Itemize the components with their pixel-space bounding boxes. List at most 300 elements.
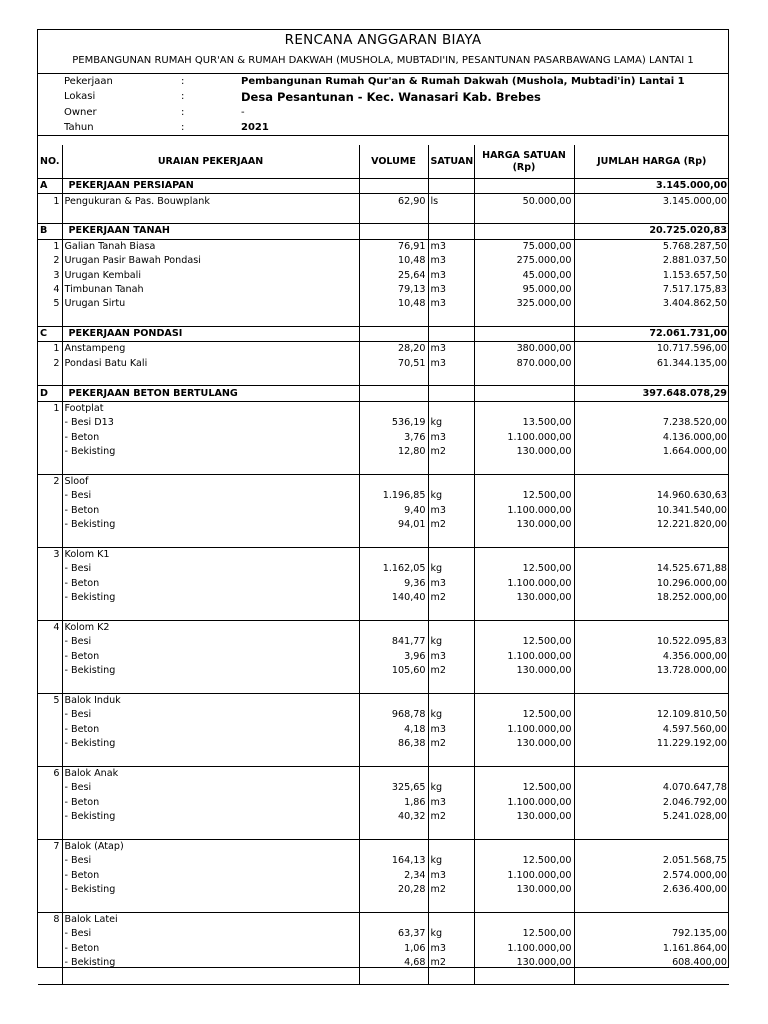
- table-body: [38, 179, 729, 985]
- cell-jumlah: 12.221.820,00: [574, 518, 729, 532]
- cell-jumlah: 18.252.000,00: [574, 591, 729, 605]
- cell-uraian: PEKERJAAN PERSIAPAN: [62, 179, 359, 194]
- table-row: [38, 194, 729, 209]
- cell-jumlah: [574, 209, 729, 224]
- cell-harga-satuan: 130.000,00: [474, 445, 574, 459]
- divider: [38, 135, 728, 136]
- cell-no: [38, 810, 62, 824]
- cell-satuan: [428, 474, 474, 489]
- cell-uraian: [62, 751, 359, 766]
- cell-jumlah: [574, 547, 729, 562]
- blank-row: [38, 678, 729, 693]
- cell-uraian: PEKERJAAN TANAH: [62, 224, 359, 239]
- cell-satuan: [428, 547, 474, 562]
- cell-harga-satuan: 130.000,00: [474, 883, 574, 897]
- cell-uraian: - Beton: [62, 795, 359, 809]
- cell-no: [38, 708, 62, 722]
- cell-no: [38, 518, 62, 532]
- cell-uraian: [62, 209, 359, 224]
- cell-harga-satuan: 12.500,00: [474, 562, 574, 576]
- cell-uraian: Pondasi Batu Kali: [62, 357, 359, 371]
- table-row: [38, 283, 729, 297]
- cell-harga-satuan: [474, 970, 574, 985]
- cell-no: [38, 532, 62, 547]
- document-subtitle: PEMBANGUNAN RUMAH QUR'AN & RUMAH DAKWAH (MUSHOLA, MUBTADI'IN, PESANTUNAN PASARBAWANG LAMA) LANTAI 1: [72, 55, 694, 66]
- cell-volume: 2,34: [359, 868, 428, 882]
- info-label: Tahun: [64, 122, 94, 133]
- cell-no: [38, 371, 62, 386]
- table-row: [38, 401, 729, 416]
- cell-volume: 1.162,05: [359, 562, 428, 576]
- cell-satuan: [428, 224, 474, 239]
- cell-harga-satuan: 1.100.000,00: [474, 577, 574, 591]
- cell-satuan: m2: [428, 445, 474, 459]
- cell-harga-satuan: [474, 209, 574, 224]
- cell-no: [38, 970, 62, 985]
- cell-jumlah: 3.404.862,50: [574, 297, 729, 311]
- cell-no: 1: [53, 403, 60, 415]
- info-value: Pembangunan Rumah Qur'an & Rumah Dakwah (Mushola, Mubtadi'in) Lantai 1: [241, 76, 685, 87]
- cell-harga-satuan: [474, 326, 574, 341]
- cell-volume: [359, 312, 428, 327]
- cell-jumlah: 14.525.671,88: [574, 562, 729, 576]
- cell-uraian: [62, 371, 359, 386]
- cell-volume: 20,28: [359, 883, 428, 897]
- cell-no: B: [38, 224, 62, 239]
- cell-no: [38, 868, 62, 882]
- cell-volume: [359, 326, 428, 341]
- cell-harga-satuan: 75.000,00: [474, 239, 574, 254]
- cell-uraian: Footplat: [62, 401, 359, 416]
- cell-uraian: - Bekisting: [62, 518, 359, 532]
- cell-satuan: m3: [428, 254, 474, 268]
- cell-volume: 1,86: [359, 795, 428, 809]
- cell-harga-satuan: 1.100.000,00: [474, 795, 574, 809]
- cell-volume: 164,13: [359, 854, 428, 868]
- cell-jumlah: 4.136.000,00: [574, 431, 729, 445]
- cell-harga-satuan: 1.100.000,00: [474, 504, 574, 518]
- cell-harga-satuan: 130.000,00: [474, 518, 574, 532]
- cell-satuan: [428, 326, 474, 341]
- table-row: [38, 693, 729, 708]
- cell-uraian: - Bekisting: [62, 591, 359, 605]
- cell-harga-satuan: [474, 897, 574, 912]
- cell-jumlah: [574, 912, 729, 927]
- cell-harga-satuan: 130.000,00: [474, 664, 574, 678]
- info-label: Owner: [64, 107, 97, 118]
- cell-satuan: m3: [428, 297, 474, 311]
- table-row: [38, 489, 729, 503]
- cell-no: [38, 445, 62, 459]
- cell-satuan: kg: [428, 854, 474, 868]
- cell-jumlah: 5.241.028,00: [574, 810, 729, 824]
- cell-harga-satuan: [474, 751, 574, 766]
- table-row: [38, 474, 729, 489]
- cell-satuan: [428, 751, 474, 766]
- cell-jumlah: 3.145.000,00: [574, 194, 729, 209]
- table-row: [38, 431, 729, 445]
- cell-jumlah: [574, 766, 729, 781]
- cell-jumlah: [574, 620, 729, 635]
- cell-satuan: m3: [428, 504, 474, 518]
- rab-sheet: [37, 29, 729, 968]
- cell-satuan: [428, 766, 474, 781]
- cell-volume: [359, 751, 428, 766]
- cell-no: [38, 650, 62, 664]
- cell-satuan: [428, 371, 474, 386]
- cell-uraian: Pengukuran & Pas. Bouwplank: [62, 194, 359, 209]
- cell-harga-satuan: [474, 912, 574, 927]
- cell-jumlah: 61.344.135,00: [574, 357, 729, 371]
- cell-satuan: kg: [428, 635, 474, 649]
- cell-uraian: - Besi: [62, 781, 359, 795]
- cell-uraian: - Bekisting: [62, 664, 359, 678]
- table-row: [38, 239, 729, 254]
- cell-jumlah: 2.574.000,00: [574, 868, 729, 882]
- cell-harga-satuan: [474, 459, 574, 474]
- cell-harga-satuan: 95.000,00: [474, 283, 574, 297]
- cell-no: [38, 678, 62, 693]
- cell-uraian: Sloof: [62, 474, 359, 489]
- table-row: [38, 635, 729, 649]
- cell-uraian: - Bekisting: [62, 810, 359, 824]
- cell-harga-satuan: 380.000,00: [474, 342, 574, 357]
- cell-no: [38, 416, 62, 430]
- cell-harga-satuan: 13.500,00: [474, 416, 574, 430]
- cell-volume: 105,60: [359, 664, 428, 678]
- cell-satuan: [428, 386, 474, 401]
- cell-uraian: [62, 970, 359, 985]
- cell-volume: 325,65: [359, 781, 428, 795]
- section-row: [38, 386, 729, 401]
- cell-harga-satuan: 1.100.000,00: [474, 650, 574, 664]
- cell-satuan: ls: [428, 194, 474, 209]
- cell-uraian: Urugan Pasir Bawah Pondasi: [62, 254, 359, 268]
- cell-harga-satuan: 12.500,00: [474, 927, 574, 941]
- table-row: [38, 810, 729, 824]
- cell-jumlah: 4.356.000,00: [574, 650, 729, 664]
- cell-uraian: - Bekisting: [62, 737, 359, 751]
- cell-satuan: [428, 678, 474, 693]
- cell-no: [38, 927, 62, 941]
- cell-harga-satuan: 130.000,00: [474, 737, 574, 751]
- cell-no: [38, 312, 62, 327]
- cell-satuan: [428, 693, 474, 708]
- table-header-row: [38, 145, 729, 179]
- section-row: [38, 179, 729, 194]
- cell-satuan: [428, 970, 474, 985]
- cell-no: [38, 504, 62, 518]
- table-row: [38, 577, 729, 591]
- cell-harga-satuan: 50.000,00: [474, 194, 574, 209]
- cell-uraian: - Bekisting: [62, 883, 359, 897]
- cell-no: [38, 737, 62, 751]
- cell-volume: [359, 386, 428, 401]
- cell-no: [38, 722, 62, 736]
- cell-no: 6: [53, 767, 60, 779]
- cell-jumlah: 14.960.630,63: [574, 489, 729, 503]
- cell-harga-satuan: [474, 532, 574, 547]
- cell-jumlah: 1.161.864,00: [574, 941, 729, 955]
- cell-satuan: [428, 401, 474, 416]
- cell-no: [38, 562, 62, 576]
- cell-satuan: kg: [428, 927, 474, 941]
- table-row: [38, 268, 729, 282]
- cell-satuan: [428, 839, 474, 854]
- cell-satuan: m3: [428, 650, 474, 664]
- cell-harga-satuan: 130.000,00: [474, 956, 574, 970]
- cell-volume: [359, 620, 428, 635]
- cell-harga-satuan: [474, 401, 574, 416]
- cell-volume: 10,48: [359, 297, 428, 311]
- table-row: [38, 591, 729, 605]
- cell-satuan: [428, 912, 474, 927]
- footer-line: [37, 967, 180, 968]
- cell-harga-satuan: [474, 824, 574, 839]
- blank-row: [38, 371, 729, 386]
- info-colon: :: [181, 122, 185, 133]
- cell-uraian: Balok Anak: [62, 766, 359, 781]
- cell-uraian: - Beton: [62, 504, 359, 518]
- table-row: [38, 518, 729, 532]
- cell-uraian: Balok (Atap): [62, 839, 359, 854]
- cell-volume: 536,19: [359, 416, 428, 430]
- table-row: [38, 562, 729, 576]
- blank-row: [38, 824, 729, 839]
- cell-volume: [359, 970, 428, 985]
- cell-harga-satuan: 1.100.000,00: [474, 722, 574, 736]
- cell-volume: [359, 474, 428, 489]
- cell-satuan: m3: [428, 795, 474, 809]
- cell-volume: 9,36: [359, 577, 428, 591]
- cell-jumlah: [574, 897, 729, 912]
- table-row: [38, 547, 729, 562]
- cell-uraian: [62, 532, 359, 547]
- cell-no: [38, 824, 62, 839]
- cell-harga-satuan: 45.000,00: [474, 268, 574, 282]
- header-jumlah: JUMLAH HARGA (Rp): [574, 145, 729, 179]
- cell-no: 7: [53, 840, 60, 852]
- cell-jumlah: 12.109.810,50: [574, 708, 729, 722]
- cell-satuan: m3: [428, 268, 474, 282]
- cell-volume: [359, 532, 428, 547]
- table-row: [38, 912, 729, 927]
- table-row: [38, 357, 729, 371]
- table-row: [38, 941, 729, 955]
- cell-uraian: Timbunan Tanah: [62, 283, 359, 297]
- cell-jumlah: 10.296.000,00: [574, 577, 729, 591]
- cell-volume: 70,51: [359, 357, 428, 371]
- section-row: [38, 326, 729, 341]
- cell-uraian: - Beton: [62, 577, 359, 591]
- cell-satuan: kg: [428, 416, 474, 430]
- cell-no: [38, 854, 62, 868]
- cell-jumlah: 72.061.731,00: [574, 326, 729, 341]
- cell-satuan: m3: [428, 577, 474, 591]
- cell-jumlah: 3.145.000,00: [574, 179, 729, 194]
- table-row: [38, 297, 729, 311]
- table-row: [38, 504, 729, 518]
- cell-satuan: [428, 824, 474, 839]
- table-row: [38, 650, 729, 664]
- table-row: [38, 927, 729, 941]
- cell-uraian: - Beton: [62, 868, 359, 882]
- table-row: [38, 854, 729, 868]
- cell-satuan: [428, 312, 474, 327]
- cell-harga-satuan: [474, 547, 574, 562]
- cell-jumlah: [574, 459, 729, 474]
- cell-harga-satuan: [474, 312, 574, 327]
- table-row: [38, 342, 729, 357]
- table-row: [38, 254, 729, 268]
- cell-harga-satuan: [474, 678, 574, 693]
- cell-volume: [359, 897, 428, 912]
- cell-volume: 3,96: [359, 650, 428, 664]
- cell-jumlah: 10.522.095,83: [574, 635, 729, 649]
- blank-row: [38, 751, 729, 766]
- cell-jumlah: 1.664.000,00: [574, 445, 729, 459]
- cell-volume: [359, 693, 428, 708]
- cell-no: [38, 941, 62, 955]
- header-satuan: SATUAN: [428, 145, 474, 179]
- cell-jumlah: [574, 693, 729, 708]
- cell-volume: 28,20: [359, 342, 428, 357]
- cell-no: [38, 751, 62, 766]
- cell-volume: 4,68: [359, 956, 428, 970]
- info-colon: :: [181, 91, 185, 102]
- cell-uraian: [62, 678, 359, 693]
- info-colon: :: [181, 107, 185, 118]
- cell-satuan: [428, 532, 474, 547]
- cell-jumlah: 4.070.647,78: [574, 781, 729, 795]
- cell-volume: [359, 824, 428, 839]
- cell-uraian: Galian Tanah Biasa: [62, 239, 359, 254]
- cell-satuan: m3: [428, 357, 474, 371]
- cell-jumlah: [574, 678, 729, 693]
- table-row: [38, 737, 729, 751]
- blank-row: [38, 209, 729, 224]
- cell-harga-satuan: [474, 766, 574, 781]
- cell-no: [38, 209, 62, 224]
- cell-jumlah: 2.636.400,00: [574, 883, 729, 897]
- cell-no: [38, 635, 62, 649]
- cell-volume: [359, 839, 428, 854]
- header-harga-satuan: HARGA SATUAN (Rp): [474, 145, 574, 179]
- cell-no: 3: [53, 269, 60, 281]
- table-row: [38, 883, 729, 897]
- cell-harga-satuan: 12.500,00: [474, 489, 574, 503]
- cell-no: [38, 897, 62, 912]
- cell-volume: [359, 209, 428, 224]
- cell-satuan: [428, 620, 474, 635]
- cell-jumlah: 4.597.560,00: [574, 722, 729, 736]
- blank-row: [38, 459, 729, 474]
- cell-satuan: m2: [428, 664, 474, 678]
- cell-jumlah: 1.153.657,50: [574, 268, 729, 282]
- cell-jumlah: 11.229.192,00: [574, 737, 729, 751]
- cell-jumlah: [574, 532, 729, 547]
- cell-uraian: - Besi: [62, 708, 359, 722]
- cell-satuan: kg: [428, 781, 474, 795]
- cell-no: [38, 489, 62, 503]
- cell-jumlah: 13.728.000,00: [574, 664, 729, 678]
- cell-jumlah: 397.648.078,29: [574, 386, 729, 401]
- cell-harga-satuan: [474, 605, 574, 620]
- cell-satuan: m3: [428, 239, 474, 254]
- cell-no: [38, 591, 62, 605]
- cell-no: [38, 459, 62, 474]
- cell-jumlah: [574, 751, 729, 766]
- cell-harga-satuan: 130.000,00: [474, 810, 574, 824]
- cell-volume: [359, 179, 428, 194]
- cell-no: 8: [53, 913, 60, 925]
- cell-satuan: m2: [428, 737, 474, 751]
- cell-satuan: m2: [428, 956, 474, 970]
- table-row: [38, 708, 729, 722]
- cell-volume: 9,40: [359, 504, 428, 518]
- cell-uraian: Kolom K2: [62, 620, 359, 635]
- cell-volume: 968,78: [359, 708, 428, 722]
- cell-uraian: - Beton: [62, 941, 359, 955]
- cell-satuan: kg: [428, 708, 474, 722]
- cell-satuan: m3: [428, 722, 474, 736]
- cell-volume: [359, 605, 428, 620]
- cell-satuan: m2: [428, 810, 474, 824]
- cell-harga-satuan: [474, 620, 574, 635]
- cell-volume: 86,38: [359, 737, 428, 751]
- cell-no: [38, 577, 62, 591]
- cell-harga-satuan: 12.500,00: [474, 781, 574, 795]
- cell-satuan: m3: [428, 941, 474, 955]
- cell-uraian: - Besi: [62, 635, 359, 649]
- cell-satuan: m2: [428, 591, 474, 605]
- table-row: [38, 839, 729, 854]
- cell-uraian: - Besi: [62, 562, 359, 576]
- blank-row: [38, 312, 729, 327]
- cell-jumlah: [574, 824, 729, 839]
- cell-jumlah: 20.725.020,83: [574, 224, 729, 239]
- blank-row: [38, 605, 729, 620]
- info-colon: :: [181, 76, 185, 87]
- cell-jumlah: 10.341.540,00: [574, 504, 729, 518]
- cell-jumlah: 7.238.520,00: [574, 416, 729, 430]
- cell-uraian: - Beton: [62, 650, 359, 664]
- blank-row: [38, 897, 729, 912]
- cell-harga-satuan: 12.500,00: [474, 708, 574, 722]
- cell-volume: 94,01: [359, 518, 428, 532]
- table-row: [38, 664, 729, 678]
- cell-jumlah: [574, 371, 729, 386]
- cell-uraian: Balok Induk: [62, 693, 359, 708]
- cell-volume: 62,90: [359, 194, 428, 209]
- cell-uraian: Kolom K1: [62, 547, 359, 562]
- cell-uraian: Balok Latei: [62, 912, 359, 927]
- info-value: 2021: [241, 122, 269, 133]
- cell-volume: 1,06: [359, 941, 428, 955]
- cell-no: 2: [53, 255, 60, 267]
- cell-harga-satuan: 1.100.000,00: [474, 941, 574, 955]
- cell-satuan: [428, 897, 474, 912]
- info-value: Desa Pesantunan - Kec. Wanasari Kab. Brebes: [241, 90, 541, 104]
- cell-volume: 25,64: [359, 268, 428, 282]
- cell-satuan: [428, 605, 474, 620]
- cell-uraian: Urugan Sirtu: [62, 297, 359, 311]
- info-label: Pekerjaan: [64, 76, 113, 87]
- cell-volume: 63,37: [359, 927, 428, 941]
- table-row: [38, 795, 729, 809]
- cell-uraian: [62, 312, 359, 327]
- cell-uraian: [62, 459, 359, 474]
